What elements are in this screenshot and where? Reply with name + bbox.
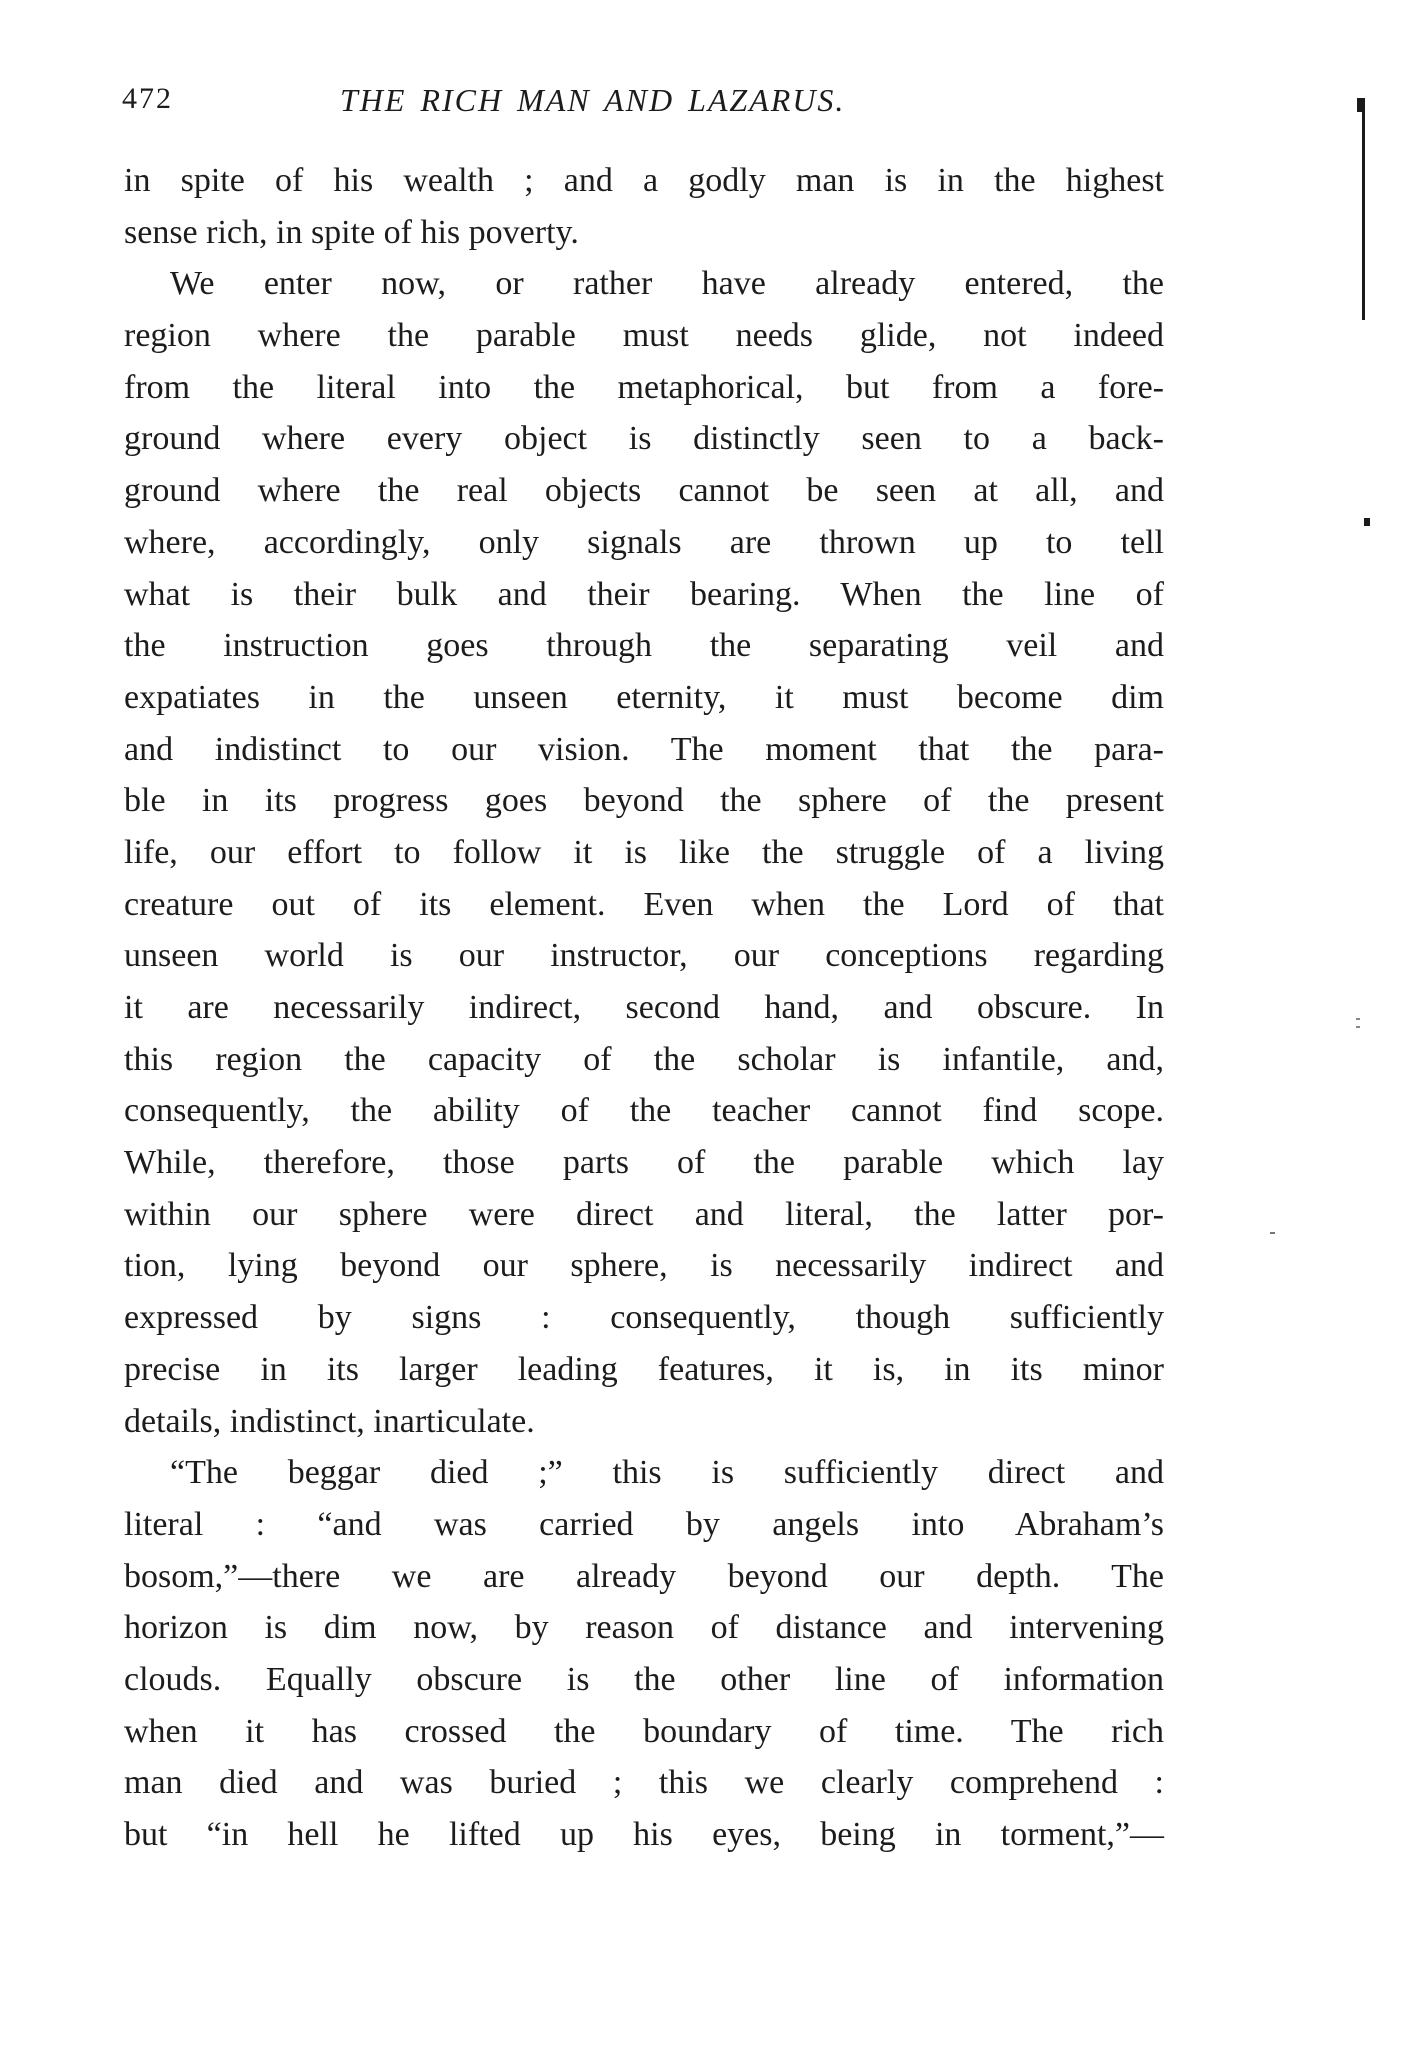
text-line: within our sphere were direct and literal, the latter por- [124,1195,1164,1233]
text-line: bosom,”—there we are already beyond our depth. The [124,1557,1164,1595]
text-line: horizon is dim now, by reason of distance and intervening [124,1609,1164,1647]
text-line: clouds. Equally obscure is the other line of information [124,1660,1164,1698]
text-line: precise in its larger leading features, it is, in its minor [124,1350,1164,1388]
text-line: it are necessarily indirect, second hand, and obscure. In [124,989,1164,1026]
text-line: ground where every object is distinctly seen to a back- [124,420,1164,458]
text-line: the instruction goes through the separating veil and [124,627,1164,665]
text-line: While, therefore, those parts of the parable which lay [124,1144,1164,1182]
text-line: sense rich, in spite of his poverty. [124,213,579,251]
text-line: and indistinct to our vision. The moment that the para- [124,730,1164,768]
text-line: details, indistinct, inarticulate. [124,1402,535,1440]
text-line: consequently, the ability of the teacher cannot find scope. [124,1092,1164,1130]
text-line: unseen world is our instructor, our conceptions regarding [124,937,1164,975]
text-line: when it has crossed the boundary of time. The rich [124,1712,1164,1750]
text-line: in spite of his wealth ; and a godly man is in the highest [124,162,1164,199]
text-line: from the literal into the metaphorical, but from a fore- [124,368,1164,406]
text-line: where, accordingly, only signals are thrown up to tell [124,523,1164,561]
page-number: 472 [122,82,173,115]
text-line: expressed by signs : consequently, though sufficiently [124,1299,1164,1337]
text-line: life, our effort to follow it is like the struggle of a living [124,833,1164,871]
running-title: THE RICH MAN AND LAZARUS. [340,82,846,118]
running-head [122,82,1162,142]
margin-dot-mark [1364,518,1370,526]
margin-speck-mark [1356,1018,1360,1020]
text-line: literal : “and was carried by angels into Abraham’s [124,1505,1164,1543]
text-line: We enter now, or rather have already entered, the [170,265,1164,303]
text-line: but “in hell he lifted up his eyes, being in torment,”— [124,1816,1164,1853]
text-line: what is their bulk and their bearing. When the line of [124,575,1164,613]
margin-speck-mark [1270,1232,1275,1234]
text-line: ground where the real objects cannot be seen at all, and [124,472,1164,510]
text-line: man died and was buried ; this we clearly comprehend : [124,1764,1164,1802]
text-line: “The beggar died ;” this is sufficiently direct and [170,1454,1164,1492]
text-line: region where the parable must needs glide, not indeed [124,317,1164,355]
text-line: tion, lying beyond our sphere, is necessarily indirect and [124,1247,1164,1285]
margin-speck-mark [1356,1026,1360,1028]
text-line: creature out of its element. Even when the Lord of that [124,885,1164,923]
body-text [124,155,1164,1861]
text-line: expatiates in the unseen eternity, it must become dim [124,678,1164,716]
margin-rule-cap [1357,98,1365,112]
text-line: this region the capacity of the scholar is infantile, and, [124,1040,1164,1078]
margin-rule-mark [1362,98,1365,320]
text-line: ble in its progress goes beyond the sphere of the present [124,782,1164,820]
